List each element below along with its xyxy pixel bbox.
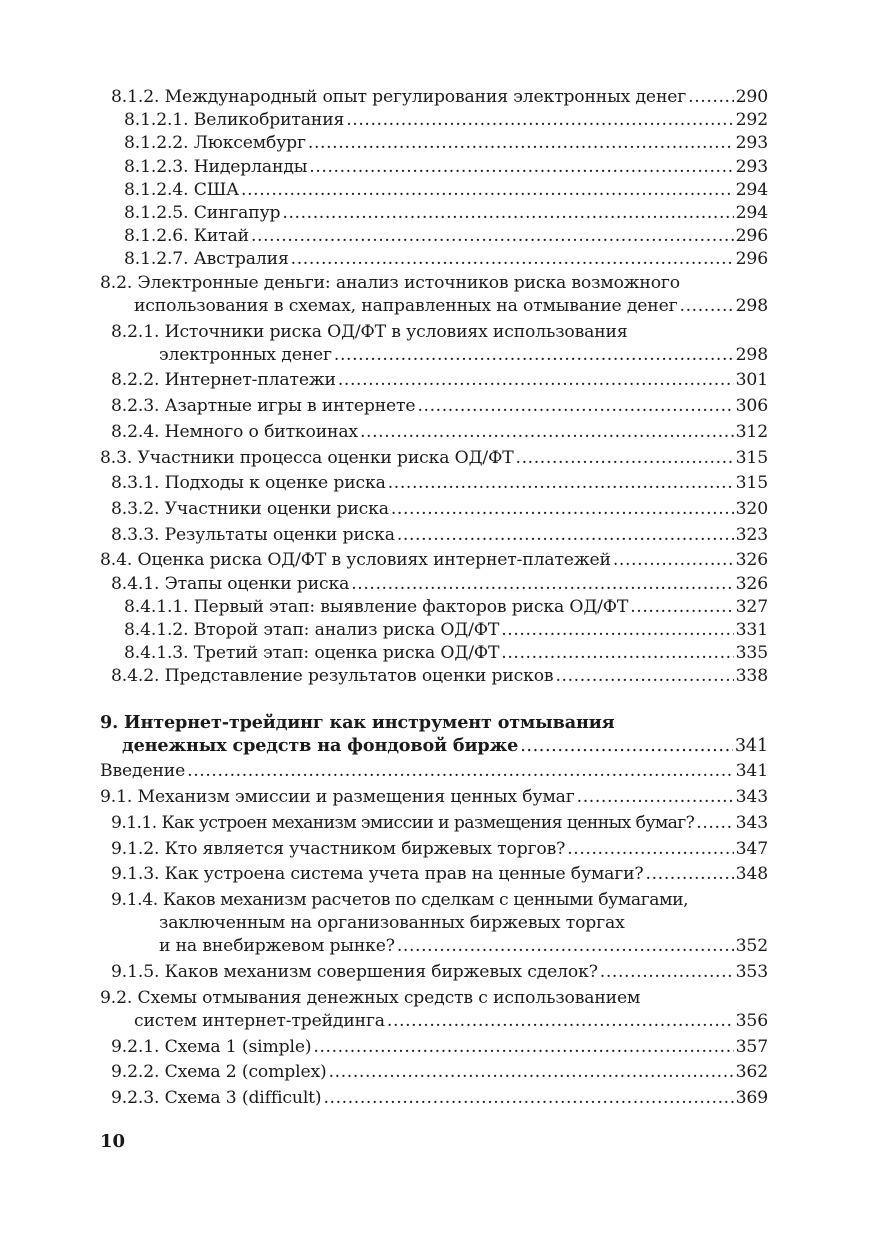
toc-entry xyxy=(100,786,768,809)
leader-dots xyxy=(387,1010,734,1033)
toc-entry-title: 9.1.1. Как устроен механизм эмиссии и размещения ценных бумаг? xyxy=(111,812,695,833)
leader-dots xyxy=(696,812,733,835)
leader-dots xyxy=(646,863,734,886)
toc-entry-title-line: использования в схемах, направленных на отмывание денег xyxy=(134,295,678,316)
leader-dots xyxy=(501,619,733,642)
toc-entry-page: 341 xyxy=(735,761,768,782)
toc-entry-title: 8.4.2. Представление результатов оценки рисков xyxy=(111,666,554,687)
toc-entry-title: 8.1.2.4. США xyxy=(124,179,240,200)
toc-entry-page: 352 xyxy=(735,936,768,957)
toc-entry xyxy=(111,1061,768,1084)
leader-dots xyxy=(613,549,734,572)
toc-entry-page: 315 xyxy=(735,447,768,468)
toc-entry-title: 9.1.2. Кто является участником биржевых торгов? xyxy=(111,838,566,859)
leader-dots xyxy=(308,132,734,155)
toc-entry xyxy=(111,498,768,521)
toc-entry-page: 293 xyxy=(735,156,768,177)
toc-entry-title: 8.3.1. Подходы к оценке риска xyxy=(111,473,386,494)
toc-entry-title: 9.1. Механизм эмиссии и размещения ценных бумаг xyxy=(100,787,575,808)
toc-entry-page: 335 xyxy=(735,643,768,664)
leader-dots xyxy=(688,86,734,109)
toc-entry-page: 290 xyxy=(735,87,768,107)
toc-entry xyxy=(111,395,768,418)
leader-dots xyxy=(241,179,734,202)
toc-entry xyxy=(111,321,768,367)
toc-entry xyxy=(111,961,768,984)
toc-entry xyxy=(111,838,768,861)
toc-entry-title: 8.1.2.6. Китай xyxy=(124,226,249,247)
leader-dots xyxy=(520,735,733,758)
toc-entry-title-line: и на внебиржевом рынке? xyxy=(159,936,395,957)
toc-entry-page: 298 xyxy=(735,295,768,316)
leader-dots xyxy=(388,472,734,495)
toc-entry-title-line: 9.1.4. Каков механизм расчетов по сделкам с ценными бумагами, xyxy=(111,890,689,910)
toc-entry-title: 8.1.2.5. Сингапур xyxy=(124,203,281,224)
toc-entry-page: 357 xyxy=(735,1036,768,1057)
toc-entry-title: 8.1.2.7. Австралия xyxy=(124,249,289,270)
toc-entry xyxy=(111,573,768,596)
toc-entry-title: 8.1.2. Международный опыт регулирования электронных денег xyxy=(111,87,687,107)
toc-entry xyxy=(124,156,768,179)
toc-entry xyxy=(111,86,768,109)
leader-dots xyxy=(577,786,734,809)
toc-entry-page: 369 xyxy=(735,1088,768,1109)
leader-dots xyxy=(338,369,734,392)
toc-entry xyxy=(100,272,768,318)
toc-entry-title: 8.2.4. Немного о биткоинах xyxy=(111,421,358,442)
leader-dots xyxy=(501,642,733,665)
toc-entry xyxy=(111,1087,768,1110)
toc-entry-title: 8.1.2.2. Люксембург xyxy=(124,133,306,154)
toc-entry-title: 8.3. Участники процесса оценки риска ОД/ФТ xyxy=(100,447,514,468)
leader-dots xyxy=(346,109,733,132)
toc-entry xyxy=(100,987,768,1033)
leader-dots xyxy=(187,760,734,783)
toc-entry-page: 348 xyxy=(735,864,768,885)
toc-entry-page: 298 xyxy=(735,344,768,365)
toc-entry-title: 8.4.1.1. Первый этап: выявление факторов риска ОД/ФТ xyxy=(124,596,629,617)
toc-entry-title-line: заключенным на организованных биржевых торгах xyxy=(159,913,625,934)
toc-entry-title: 9.1.3. Как устроена система учета прав на ценные бумаги? xyxy=(111,864,644,885)
toc-entry-page: 315 xyxy=(735,473,768,494)
toc-entry-title: 8.4.1. Этапы оценки риска xyxy=(111,573,350,594)
toc-entry xyxy=(100,447,768,470)
toc-entry-title-line: электронных денег xyxy=(159,344,332,365)
toc-entry-page: 296 xyxy=(735,249,768,270)
toc-entry xyxy=(111,665,768,688)
leader-dots xyxy=(309,156,733,179)
leader-dots xyxy=(323,1087,733,1110)
table-of-contents xyxy=(100,86,768,1110)
leader-dots xyxy=(360,421,734,444)
leader-dots xyxy=(334,344,734,367)
toc-entry xyxy=(100,760,768,783)
toc-entry xyxy=(111,812,768,835)
toc-entry-title: 8.2.3. Азартные игры в интернете xyxy=(111,396,416,417)
toc-entry-title: 8.2.2. Интернет-платежи xyxy=(111,370,336,391)
toc-entry-page: 323 xyxy=(735,524,768,545)
toc-entry-page: 294 xyxy=(735,179,768,200)
chapter-title-line: 9. Интернет-трейдинг как инструмент отмывания xyxy=(100,711,615,733)
toc-entry xyxy=(111,421,768,444)
leader-dots xyxy=(291,248,734,271)
toc-entry xyxy=(124,225,768,248)
toc-entry-page: 338 xyxy=(735,666,768,687)
leader-dots xyxy=(351,573,733,596)
leader-dots xyxy=(600,961,734,984)
toc-entry xyxy=(111,889,768,959)
leader-dots xyxy=(313,1036,733,1059)
toc-entry xyxy=(124,642,768,665)
leader-dots xyxy=(397,524,734,547)
toc-entry xyxy=(111,524,768,547)
leader-dots xyxy=(417,395,733,418)
toc-entry-title: 8.1.2.1. Великобритания xyxy=(124,110,345,131)
toc-entry-title: 8.3.3. Результаты оценки риска xyxy=(111,524,395,545)
toc-entry xyxy=(124,109,768,132)
toc-entry-title: 8.4.1.2. Второй этап: анализ риска ОД/ФТ xyxy=(124,619,500,640)
toc-entry-title: 8.4. Оценка риска ОД/ФТ в условиях интернет-платежей xyxy=(100,550,611,571)
toc-entry-page: 293 xyxy=(735,133,768,154)
leader-dots xyxy=(630,596,733,619)
leader-dots xyxy=(680,295,734,318)
toc-entry-page: 301 xyxy=(735,370,768,391)
toc-entry-page: 326 xyxy=(735,550,768,571)
leader-dots xyxy=(555,665,733,688)
toc-entry xyxy=(111,472,768,495)
toc-entry xyxy=(124,202,768,225)
chapter-heading xyxy=(100,711,768,758)
toc-entry-page: 347 xyxy=(735,838,768,859)
toc-entry-title-line: систем интернет-трейдинга xyxy=(134,1011,385,1032)
leader-dots xyxy=(516,447,734,470)
leader-dots xyxy=(397,935,734,958)
toc-entry xyxy=(111,863,768,886)
leader-dots xyxy=(567,838,733,861)
toc-entry-title-line: 8.2.1. Источники риска ОД/ФТ в условиях использования xyxy=(111,321,628,342)
toc-entry-title: 9.2.1. Схема 1 (simple) xyxy=(111,1036,312,1057)
leader-dots xyxy=(329,1061,734,1084)
toc-entry xyxy=(100,549,768,572)
toc-entry xyxy=(124,248,768,271)
toc-entry-title-line: 8.2. Электронные деньги: анализ источников риска возможного xyxy=(100,272,680,293)
toc-entry-title: 8.3.2. Участники оценки риска xyxy=(111,498,389,519)
toc-entry-page: 343 xyxy=(735,812,768,833)
leader-dots xyxy=(251,225,734,248)
toc-entry-page: 320 xyxy=(735,498,768,519)
toc-entry-page: 341 xyxy=(734,735,768,756)
toc-entry-page: 356 xyxy=(735,1011,768,1032)
toc-entry-title: Введение xyxy=(100,761,186,782)
toc-entry-page: 294 xyxy=(735,203,768,224)
page-number: 10 xyxy=(100,1131,126,1152)
toc-entry-page: 331 xyxy=(735,619,768,640)
toc-entry xyxy=(124,619,768,642)
toc-entry-page: 306 xyxy=(735,396,768,417)
toc-entry-page: 353 xyxy=(735,962,768,983)
toc-entry-title: 8.1.2.3. Нидерланды xyxy=(124,156,308,177)
toc-entry-page: 327 xyxy=(735,596,768,617)
toc-entry-page: 312 xyxy=(735,421,768,442)
chapter-title-line: денежных средств на фондовой бирже xyxy=(122,734,519,756)
toc-entry-title: 9.2.3. Схема 3 (difficult) xyxy=(111,1088,322,1109)
toc-entry xyxy=(124,132,768,155)
toc-entry-page: 292 xyxy=(735,110,768,131)
toc-entry-title: 9.1.5. Каков механизм совершения биржевых сделок? xyxy=(111,962,598,983)
toc-entry xyxy=(124,179,768,202)
leader-dots xyxy=(391,498,734,521)
toc-entry-title: 8.4.1.3. Третий этап: оценка риска ОД/ФТ xyxy=(124,643,500,664)
toc-entry xyxy=(111,1036,768,1059)
leader-dots xyxy=(282,202,733,225)
toc-entry-page: 296 xyxy=(735,226,768,247)
toc-entry-page: 343 xyxy=(735,787,768,808)
toc-entry-page: 326 xyxy=(735,573,768,594)
toc-entry xyxy=(124,596,768,619)
toc-entry xyxy=(111,369,768,392)
toc-entry-page: 362 xyxy=(735,1062,768,1083)
toc-entry-title-line: 9.2. Схемы отмывания денежных средств с использованием xyxy=(100,987,641,1008)
toc-entry-title: 9.2.2. Схема 2 (complex) xyxy=(111,1062,327,1083)
